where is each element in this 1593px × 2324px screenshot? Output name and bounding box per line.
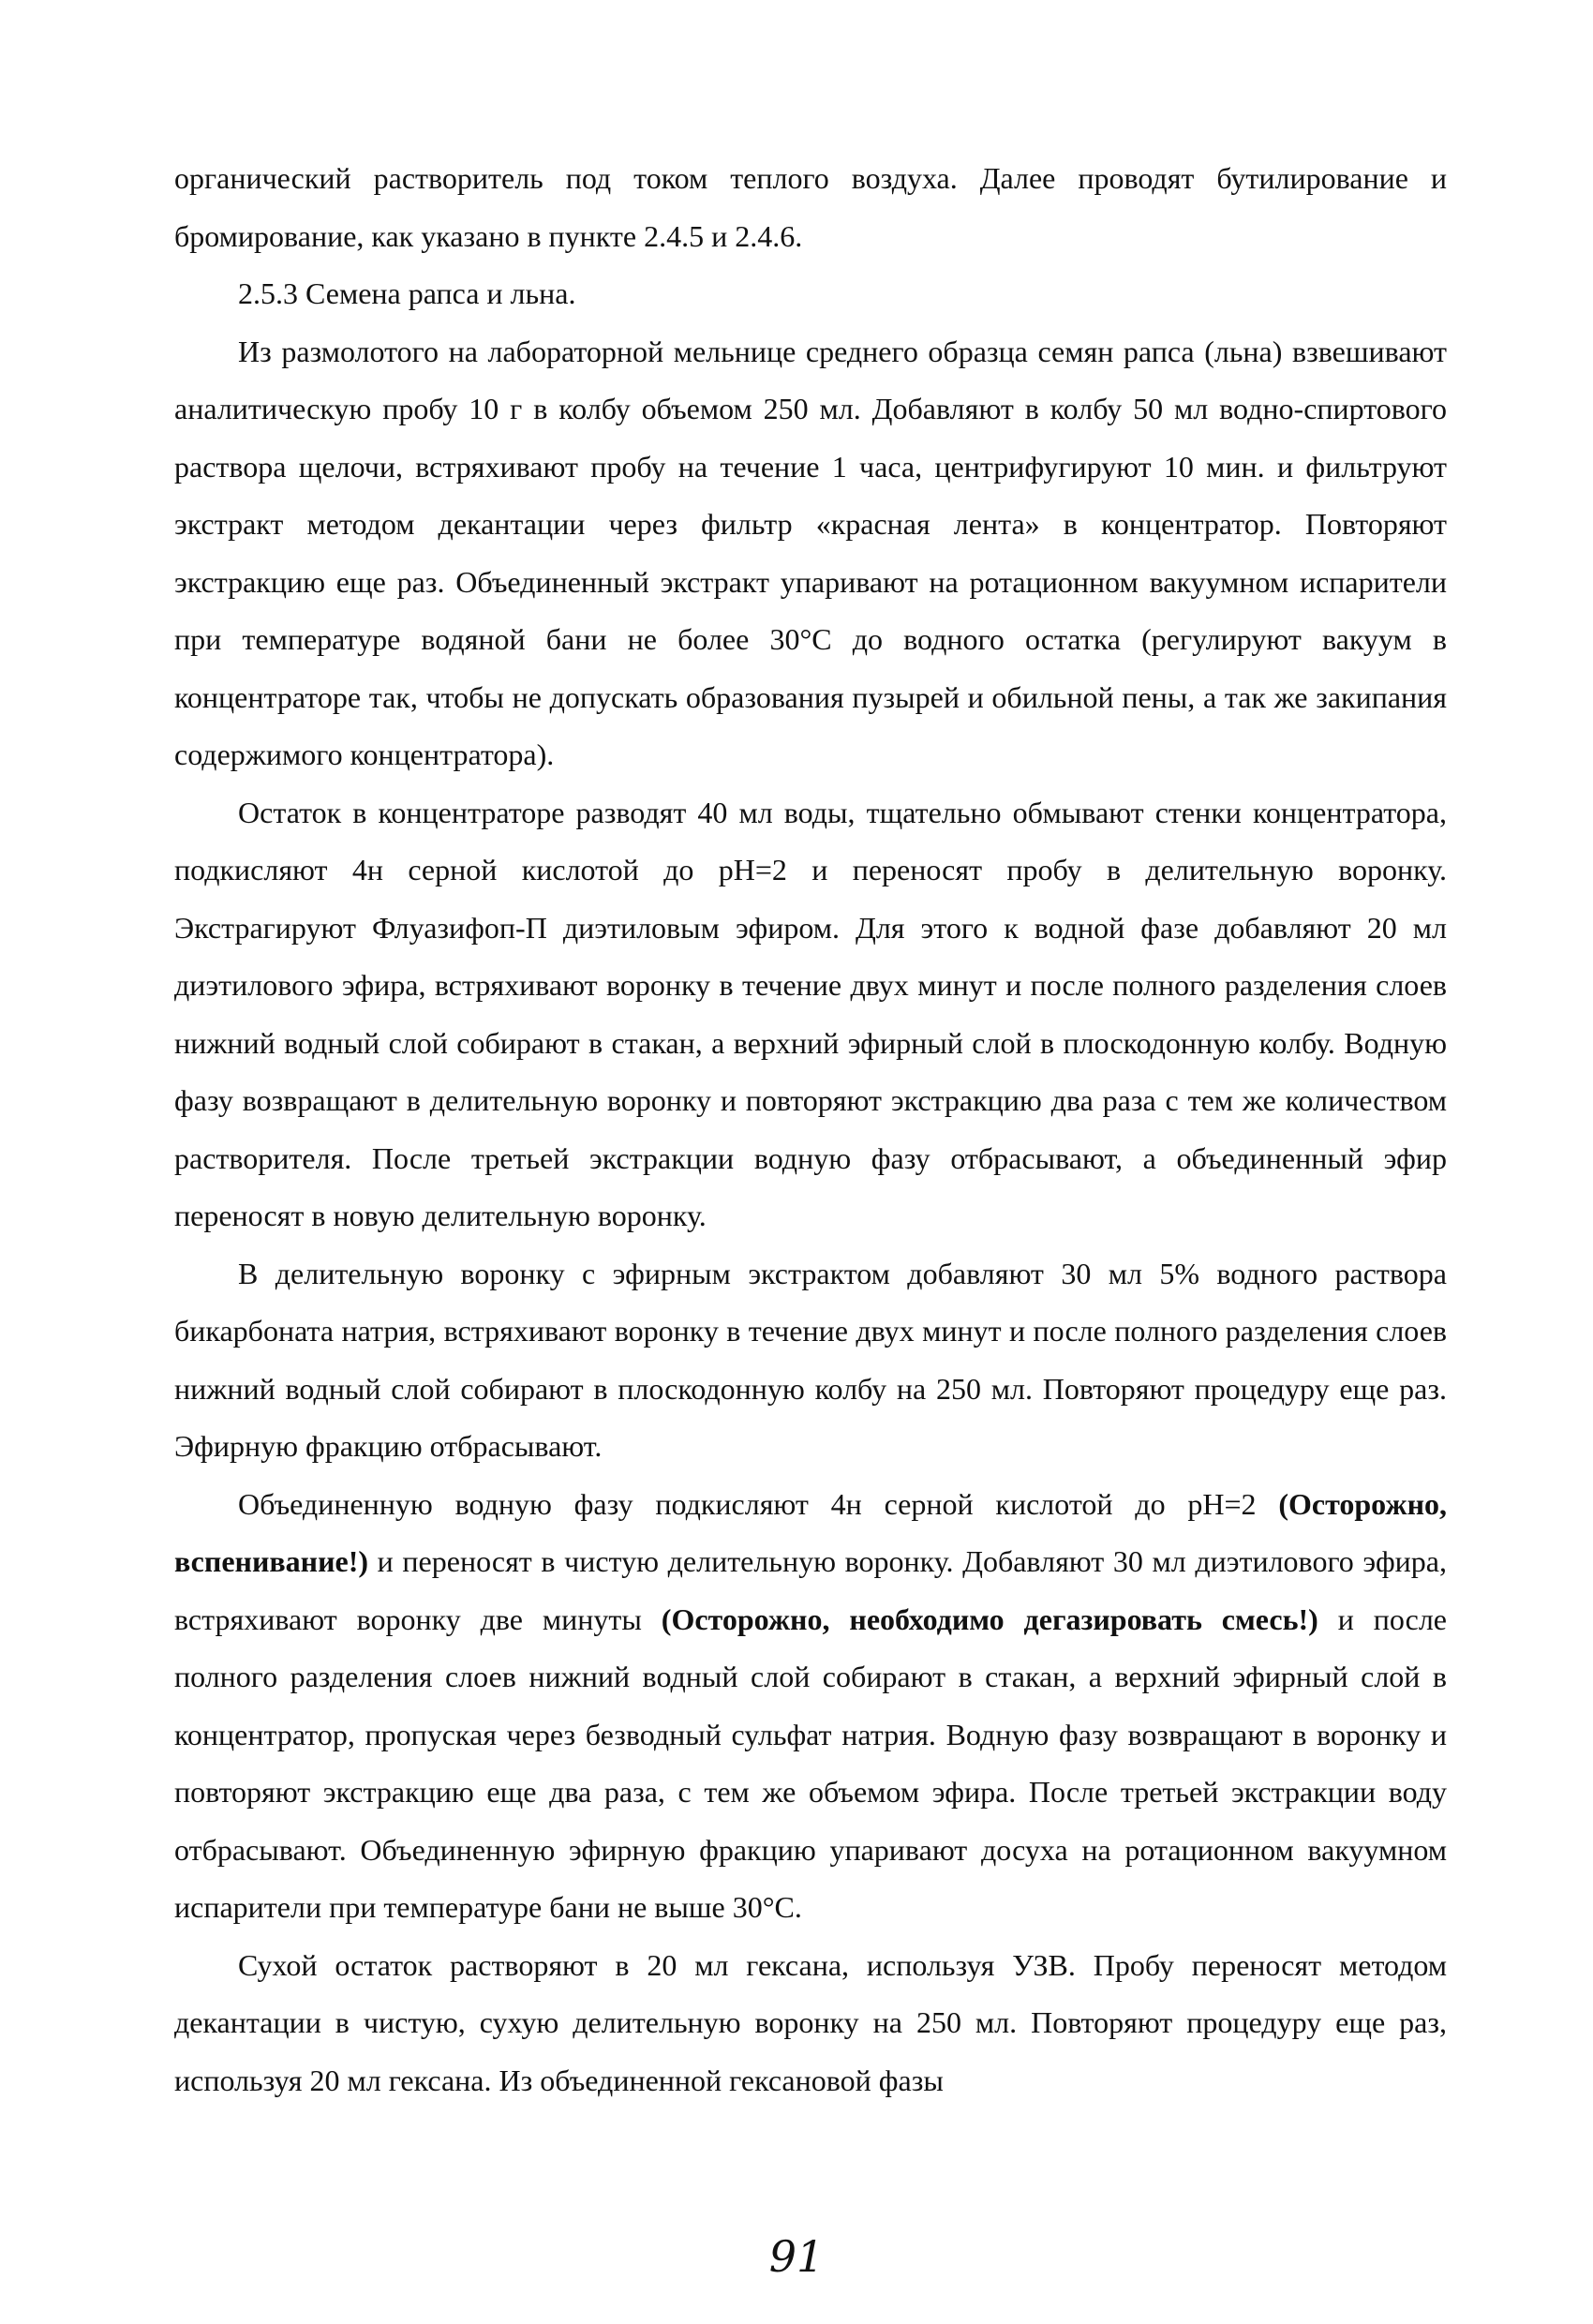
page-number: 91 [768,2231,825,2282]
text-run: Объединенную водную фазу подкисляют 4н серной кислотой до pH=2 [238,1486,1279,1521]
paragraph-with-warnings [174,1476,1447,1937]
text-run: и после полного разделения слоев нижний водный слой собирают в стакан, а верхний эфирный слой в концентратор, пропуская через безводный сульфат натрия. Водную фазу возвращают в воронку и повторяют экстракцию еще два раза, с тем же объемом эфира. После третьей экстракции воду отбрасывают. Объединенную эфирную фракцию упаривают досуха на ротационном вакуумном испарители при температуре бани не выше 30°С. [174,1601,1448,1924]
warning-text: (Осторожно, необходимо дегазировать смесь!) [661,1601,1318,1636]
paragraph: В делительную воронку с эфирным экстрактом добавляют 30 мл 5% водного раствора бикарбоната натрия, встряхивают воронку в течение двух минут и после полного разделения слоев нижний водный слой собирают в плоскодонную колбу на 250 мл. Повторяют процедуру еще раз. Эфирную фракцию отбрасывают. [174,1256,1447,1463]
paragraph: Остаток в концентраторе разводят 40 мл воды, тщательно обмывают стенки концентратора, подкисляют 4н серной кислотой до pH=2 и переносят пробу в делительную воронку. Экстрагируют Флуазифоп-П диэтиловым эфиром. Для этого к водной фазе добавляют 20 мл диэтилового эфира, встряхивают воронку в течение двух минут и после полного разделения слоев нижний водный слой собирают в стакан, а верхний эфирный слой в плоскодонную колбу. Водную фазу возвращают в делительную воронку и повторяют экстракцию два раза с тем же количеством растворителя. После третьей экстракции водную фазу отбрасывают, а объединенный эфир переносят в новую делительную воронку. [174,795,1447,1232]
section-heading: 2.5.3 Семена рапса и льна. [238,276,576,310]
paragraph: Из размолотого на лабораторной мельнице среднего образца семян рапса (льна) взвешивают аналитическую пробу 10 г в колбу объемом 250 мл. Добавляют в колбу 50 мл водно-спиртового раствора щелочи, встряхивают пробу на течение 1 часа, центрифугируют 10 мин. и фильтруют экстракт методом декантации через фильтр «красная лента» в концентратор. Повторяют экстракцию еще раз. Объединенный экстракт упаривают на ротационном вакуумном испарители при температуре водяной бани не более 30°С до водного остатка (регулируют вакуум в концентраторе так, чтобы не допускать образования пузырей и обильной пены, а так же закипания содержимого концентратора). [174,334,1447,771]
text-run: и переносят в чистую делительную воронку. Добавляют 30 мл диэтилового эфира, встряхивают воронку две минуты [174,1544,1447,1636]
paragraph-continuation: органический растворитель под током теплого воздуха. Далее проводят бутилирование и бромирование, как указано в пункте 2.4.5 и 2.4.6. [174,161,1447,253]
document-body [174,150,1447,2109]
warning-text: (Осторожно, вспенивание!) [174,1486,1447,1578]
paragraph: Сухой остаток растворяют в 20 мл гексана, используя УЗВ. Пробу переносят методом декантации в чистую, сухую делительную воронку на 250 мл. Повторяют процедуру еще раз, используя 20 мл гексана. Из объединенной гексановой фазы [174,1947,1447,2097]
